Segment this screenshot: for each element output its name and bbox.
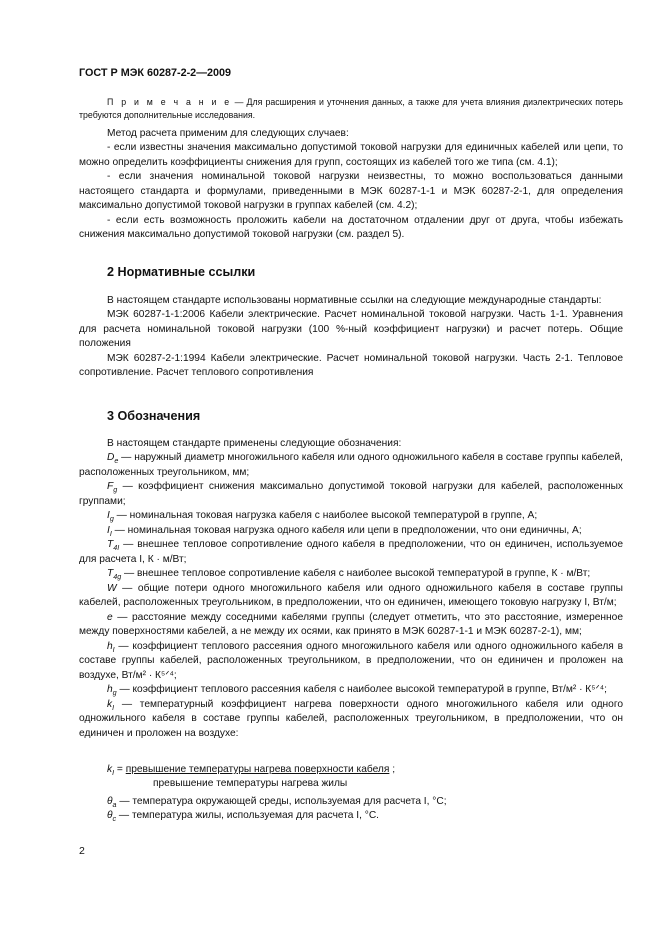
formula-end: ; (392, 764, 396, 775)
intro-paragraph: Метод расчета применим для следующих случаев: (107, 128, 349, 139)
definition-symbol-subscript: g (109, 515, 114, 524)
definition-item (79, 480, 623, 509)
definition-symbol-subscript: I (112, 703, 115, 712)
note-text: — Для расширения и уточнения данных, а также для учета влияния диэлектрических потерь требуются дополнительные исследования. (79, 97, 623, 121)
definition-text: — внешнее тепловое сопротивление кабеля с наиболее высокой температурой в группе, К · м/Вт; (121, 568, 591, 580)
definition-symbol: θ (107, 810, 113, 822)
formula-numerator: превышение температуры нагрева поверхности кабеля (125, 764, 390, 775)
section-3-intro: В настоящем стандарте применены следующие обозначения: (107, 438, 402, 449)
formula-lhs: k (107, 764, 113, 775)
definition-symbol: D (107, 452, 115, 464)
definition-symbol: k (107, 698, 113, 710)
section-3-body (79, 437, 623, 741)
tail-definitions (79, 795, 623, 824)
formula-denominator: превышение температуры нагрева жилы (153, 778, 348, 790)
definition-item (79, 611, 623, 640)
document-header: ГОСТ Р МЭК 60287-2-2—2009 (79, 67, 232, 79)
definition-item (79, 809, 623, 823)
definition-symbol: T (107, 568, 114, 580)
definition-item (79, 582, 623, 611)
note (79, 96, 623, 122)
intro-paragraph: - если значения номинальной токовой нагрузки неизвестны, то можно воспользоваться данными настоящего стандарта и формулами, приведенными в МЭК 60287-1-1 и МЭК 60287-2-1, для определения максимально допустимой токовой нагрузки в группах кабелей (см. 4.2); (79, 171, 623, 212)
formula-k: $k_I$ = превышение температуры нагрева поверхности кабеля ; превышение температуры нагрева жилы (107, 763, 507, 792)
definition-item (79, 683, 623, 697)
definition-symbol-subscript: 4g (113, 573, 122, 582)
definition-text: — внешнее тепловое сопротивление одного кабеля в предположении, что он единичен, используемое для расчета I, К · м/Вт; (79, 539, 623, 565)
definition-symbol: I (107, 524, 110, 536)
definition-symbol: h (107, 640, 113, 652)
definition-text: — номинальная токовая нагрузка одного кабеля или цепи в предположении, что они единичны, А; (111, 524, 582, 536)
page-number: 2 (79, 845, 85, 857)
formula-lhs-sub: I (112, 769, 115, 778)
definition-symbol-subscript: I (112, 645, 115, 654)
definition-symbol: T (107, 539, 114, 551)
definition-symbol: θ (107, 796, 113, 807)
definition-symbol-subscript: e (114, 457, 119, 466)
definition-item (79, 538, 623, 567)
definition-item (79, 524, 623, 538)
intro-block (79, 127, 623, 243)
definition-item (79, 451, 623, 480)
definition-text: — общие потери одного многожильного кабеля или одного одножильного кабеля в составе группы кабелей, расположенных треугольником, в предположении, что он единичен, имеющего токовую нагрузку I, Вт/м; (79, 582, 623, 609)
definition-text: — расстояние между соседними кабелями группы (следует отметить, что это расстояние, измеренное между поверхностями кабелей, а не между их осями, как принято в МЭК 60287-1-1 и МЭК 60287-2-1), мм; (79, 611, 623, 638)
definition-text: — температура жилы, используемая для расчета I, °C. (116, 810, 380, 822)
note-label: П р и м е ч а н и е (107, 97, 232, 107)
definition-text: — коэффициент снижения максимально допустимой токовой нагрузки для кабелей, расположенных группами; (79, 481, 623, 507)
definition-symbol-subscript: g (112, 689, 117, 698)
definition-symbol: W (107, 582, 117, 594)
definition-symbol: e (107, 611, 113, 623)
definition-symbol-subscript: g (113, 486, 118, 495)
definition-item (79, 640, 623, 683)
section-2-paragraph: В настоящем стандарте использованы нормативные ссылки на следующие международные стандарты: (107, 295, 602, 306)
definition-item (79, 509, 623, 523)
definition-symbol-subscript: a (112, 801, 117, 810)
definition-text: — температура окружающей среды, используемая для расчета I, °C; (116, 796, 447, 807)
intro-paragraph: - если есть возможность проложить кабели на достаточном отдалении друг от друга, чтобы избежать снижения максимально допустимой токовой нагрузки (см. раздел 5). (79, 214, 623, 241)
intro-paragraph: - если известны значения максимально допустимой токовой нагрузки для единичных кабелей или цепи, то можно определить коэффициенты снижения для групп, состоящих из кабелей того же типа (см. 4.1); (79, 142, 623, 168)
definition-text: — температурный коэффициент нагрева поверхности одного многожильного кабеля или одного одножильного кабеля в составе группы кабелей, расположенных треугольником, в предположении, что он единичен и проложен на воздухе: (79, 698, 623, 739)
reference-iec-60287-1-1: МЭК 60287-1-1:2006 Кабели электрические. Расчет номинальной токовой нагрузки. Часть 1-1. Уравнения для расчета номинальной токовой нагрузки (100 %-ный коэффициент нагрузки) и расчет потерь. Общие положения (79, 309, 623, 350)
section-2-body (79, 294, 623, 381)
reference-iec-60287-2-1: МЭК 60287-2-1:1994 Кабели электрические. Расчет номинальной токовой нагрузки. Часть 2-1. Тепловое сопротивление. Расчет теплового сопротивления (79, 352, 623, 379)
section-3-heading: 3 Обозначения (107, 409, 201, 423)
definition-item (79, 567, 623, 581)
definition-symbol-subscript: 4I (113, 544, 120, 553)
definition-text: — коэффициент теплового рассеяния кабеля с наиболее высокой температурой в группе, Вт/м² · К⁵ᐟ⁴; (116, 684, 607, 696)
section-2-heading: 2 Нормативные ссылки (107, 265, 256, 279)
definition-text: — коэффициент теплового рассеяния одного многожильного кабеля или одного одножильного кабеля в составе группы кабелей, расположенных треугольником, в предположении, что он единичен и проложен на воздухе, Вт/м² · К⁵ᐟ⁴; (79, 640, 623, 681)
definition-item (79, 795, 623, 809)
definition-text: — наружный диаметр многожильного кабеля или одного одножильного кабеля в составе группы кабелей, расположенных треугольником, мм; (79, 452, 623, 478)
definition-symbol: h (107, 684, 113, 696)
definition-list (79, 451, 623, 741)
definition-text: — номинальная токовая нагрузка кабеля с наиболее высокой температурой в группе, А; (113, 510, 538, 522)
definition-symbol: I (107, 510, 110, 522)
definition-symbol-subscript: c (112, 815, 117, 824)
definition-item (79, 698, 623, 741)
definition-symbol: F (107, 481, 114, 493)
definition-symbol-subscript: I (109, 529, 112, 538)
